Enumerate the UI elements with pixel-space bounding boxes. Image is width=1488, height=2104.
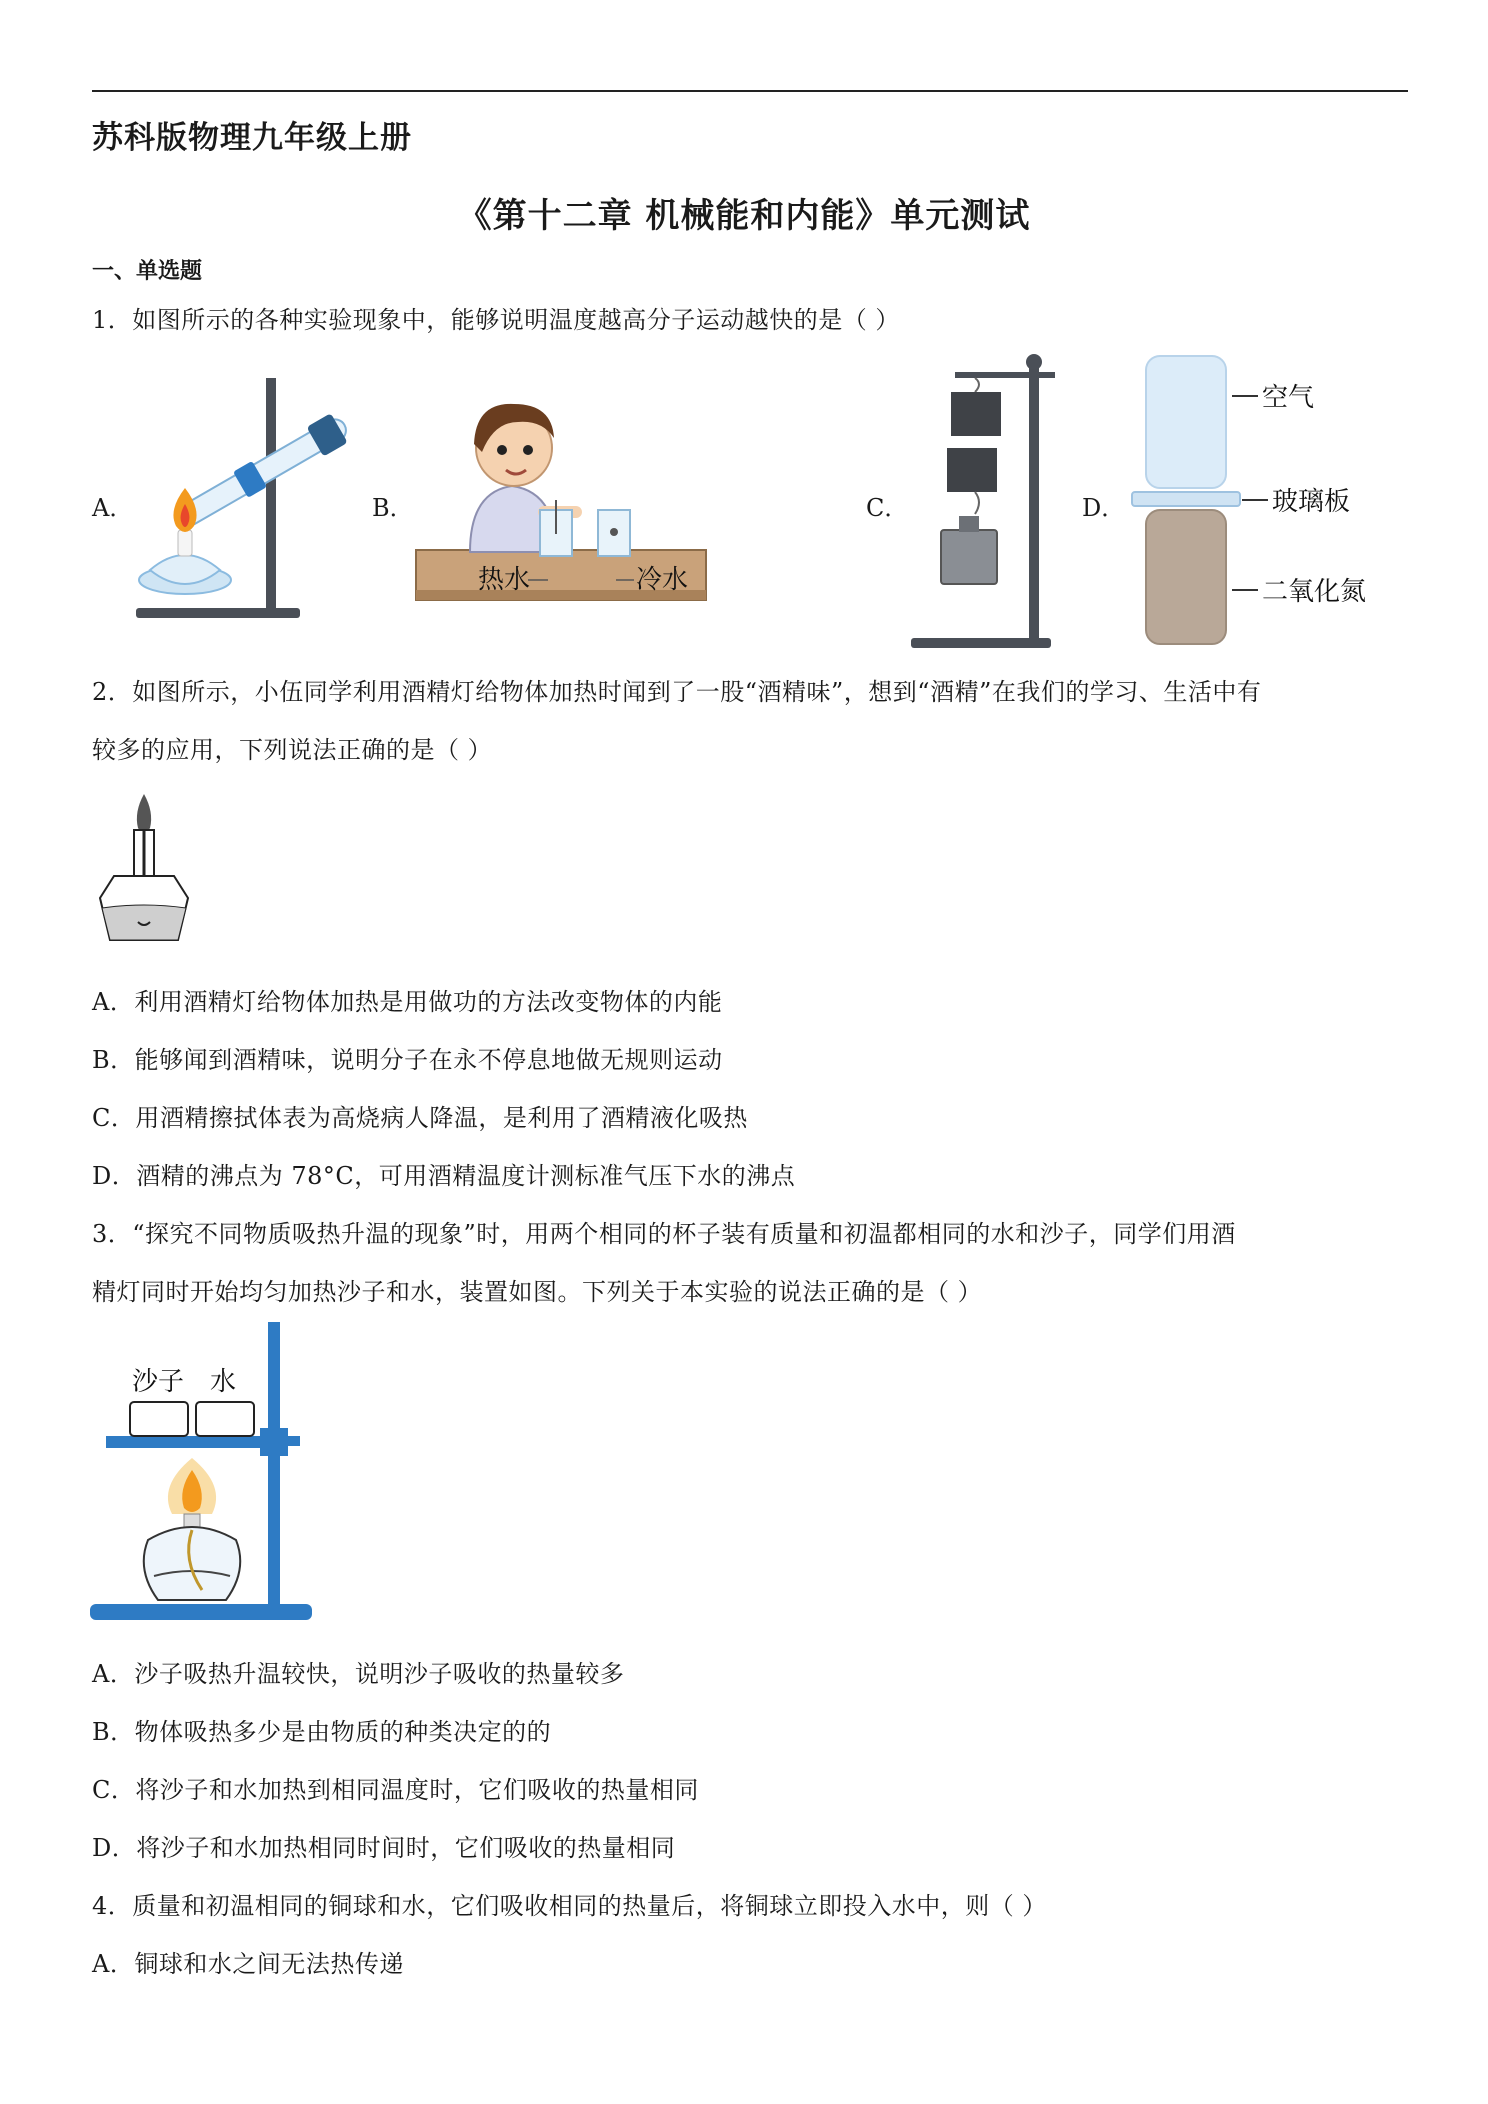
sand-label: 沙子: [132, 1367, 185, 1397]
glass-plate: [1132, 492, 1240, 506]
q1-figure-b: [410, 382, 710, 622]
weight: [941, 530, 997, 584]
alcohol-lamp: [144, 1527, 240, 1600]
test-tube: [171, 410, 353, 534]
question-2-stem-line-1: 2．如图所示，小伍同学利用酒精灯给物体加热时闻到了一股“酒精味”，想到“酒精”在我们的学习、生活中有: [92, 678, 1262, 706]
q1-figure-d: [1128, 352, 1398, 652]
q1-option-c-label: C．: [866, 494, 909, 522]
q1-option-a-label: A．: [92, 494, 134, 522]
no2-bottle: [1146, 510, 1226, 644]
air-bottle: [1146, 356, 1226, 488]
sand-cup: [130, 1402, 188, 1436]
q1-option-b-label: B．: [372, 494, 414, 522]
q3-option-a: A．沙子吸热升温较快，说明沙子吸收的热量较多: [92, 1660, 625, 1688]
q3-option-b: B．物体吸热多少是由物质的种类决定的的: [92, 1718, 552, 1746]
question-4-stem: 4．质量和初温相同的铜球和水，它们吸收相同的热量后，将铜球立即投入水中，则（ ）: [92, 1892, 1047, 1920]
q4-option-a: A．铜球和水之间无法热传递: [92, 1950, 404, 1978]
q2-alcohol-lamp-figure: [94, 790, 194, 950]
q3-option-c: C．将沙子和水加热到相同温度时，它们吸收的热量相同: [92, 1776, 699, 1804]
q2-option-a: A．利用酒精灯给物体加热是用做功的方法改变物体的内能: [92, 988, 723, 1016]
q2-option-d: D．酒精的沸点为 78°C，可用酒精温度计测标准气压下水的沸点: [92, 1162, 796, 1190]
stand-rod: [1029, 358, 1039, 642]
lead-block-top: [951, 392, 1001, 436]
document-title: 《第十二章 机械能和内能》单元测试: [457, 196, 1031, 236]
q3-heating-figure: [88, 1318, 328, 1626]
q1-figure-a: [130, 370, 380, 630]
q2-option-b: B．能够闻到酒精味，说明分子在永不停息地做无规则运动: [92, 1046, 723, 1074]
flame-icon: [137, 794, 151, 833]
cold-water-label: 冷水: [636, 565, 689, 595]
q1-figure-c: [905, 352, 1065, 652]
platform: [106, 1436, 286, 1448]
water-cup: [196, 1402, 254, 1436]
glass-plate-label: 玻璃板: [1272, 487, 1351, 517]
question-1-stem: 1．如图所示的各种实验现象中，能够说明温度越高分子运动越快的是（ ）: [92, 306, 900, 334]
stand-base: [90, 1604, 312, 1620]
air-label: 空气: [1262, 383, 1315, 413]
hot-water-label: 热水: [478, 565, 531, 595]
series-title: 苏科版物理九年级上册: [92, 120, 412, 156]
question-2-stem-line-2: 较多的应用，下列说法正确的是（ ）: [92, 736, 493, 764]
stand-rod: [266, 378, 276, 612]
water-label: 水: [210, 1367, 237, 1397]
no2-label: 二氧化氮: [1262, 577, 1367, 607]
header-rule: [92, 90, 1408, 92]
lead-block-bottom: [947, 448, 997, 492]
q1-option-d-label: D．: [1082, 494, 1126, 522]
q3-option-d: D．将沙子和水加热相同时间时，它们吸收的热量相同: [92, 1834, 676, 1862]
question-3-stem-line-2: 精灯同时开始均匀加热沙子和水，装置如图。下列关于本实验的说法正确的是（ ）: [92, 1278, 983, 1306]
question-3-stem-line-1: 3．“探究不同物质吸热升温的现象”时，用两个相同的杯子装有质量和初温都相同的水和沙子，同学们用酒: [92, 1220, 1236, 1248]
section-heading: 一、单选题: [92, 259, 203, 284]
q2-option-c: C．用酒精擦拭体表为高烧病人降温，是利用了酒精液化吸热: [92, 1104, 748, 1132]
stand-rod: [268, 1322, 280, 1618]
